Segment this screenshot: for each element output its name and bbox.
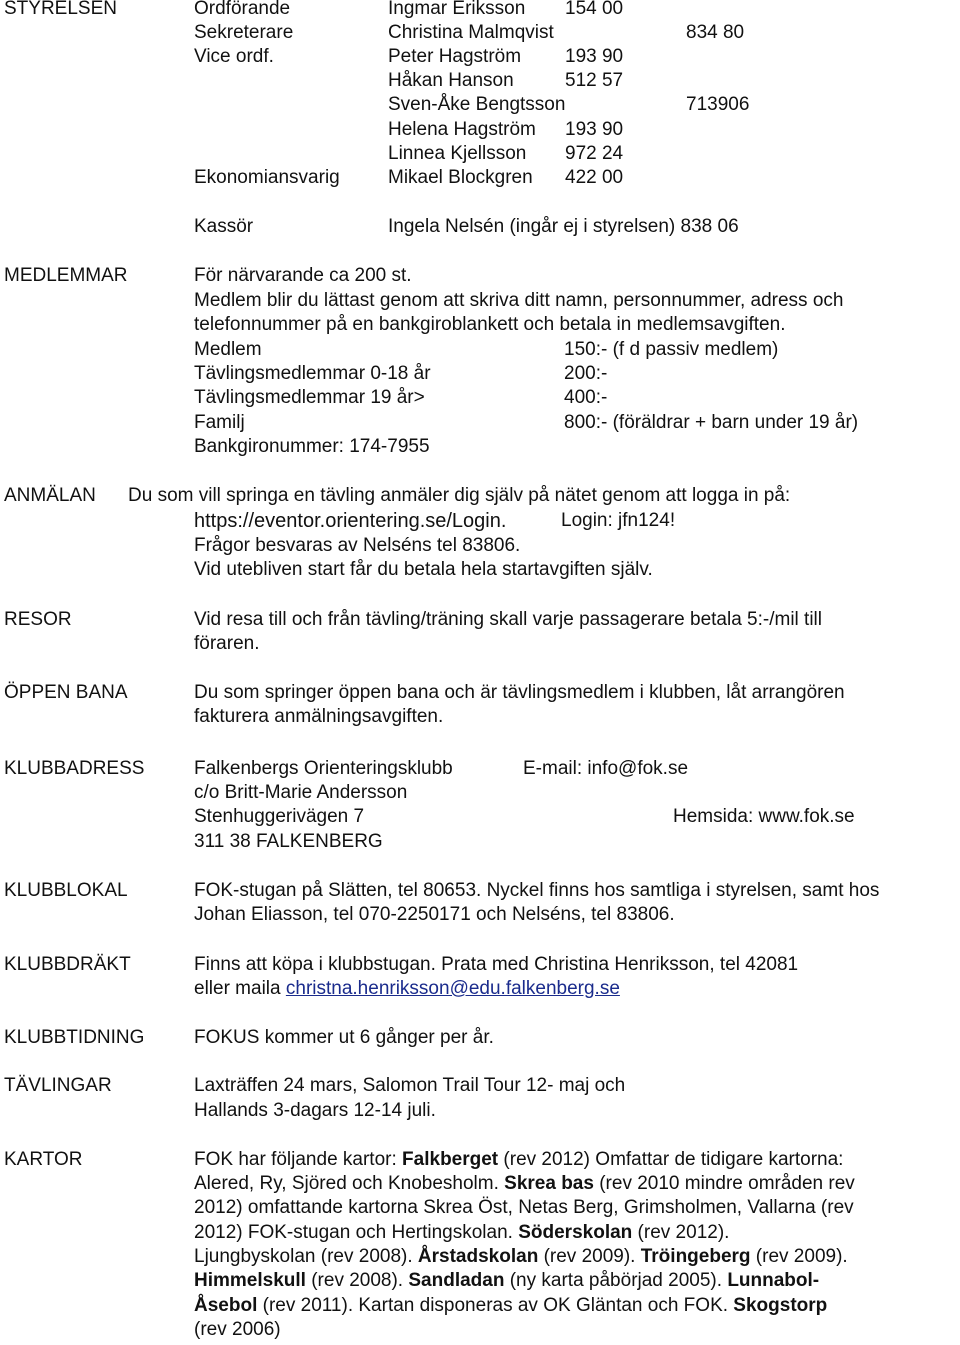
kartor-text: (rev 2009). bbox=[750, 1246, 848, 1267]
member-phone: 512 57 bbox=[565, 70, 624, 91]
kartor-text: 2012) omfattande kartorna Skrea Öst, Netas Berg, Grimsholmen, Vallarna (rev bbox=[194, 1197, 854, 1218]
role-sekreterare: Sekreterare bbox=[194, 22, 294, 43]
eventor-login: Login: jfn124! bbox=[561, 510, 676, 531]
bankgiro-number: Bankgironummer: 174-7955 bbox=[194, 436, 430, 457]
kartor-text: (rev 2012) Omfattar de tidigare kartorna: bbox=[498, 1149, 844, 1170]
anmalan-line: Du som vill springa en tävling anmäler dig själv på nätet genom att logga in på: bbox=[128, 485, 791, 506]
club-street: Stenhuggerivägen 7 bbox=[194, 806, 365, 827]
kartor-text: (rev 2010 mindre områden rev bbox=[593, 1173, 855, 1194]
map-name: Skogstorp bbox=[733, 1295, 828, 1316]
map-name: Årstadskolan bbox=[417, 1246, 539, 1267]
kartor-text: (rev 2008). bbox=[305, 1270, 409, 1291]
kartor-line bbox=[194, 1172, 855, 1196]
kartor-text: Alered, Ry, Sjöred och Knobesholm. bbox=[194, 1173, 505, 1194]
kartor-line bbox=[194, 1269, 819, 1293]
role-kassor: Kassör bbox=[194, 216, 254, 237]
member-phone: 972 24 bbox=[565, 143, 624, 164]
fee-label: Tävlingsmedlemmar 19 år> bbox=[194, 387, 425, 408]
kartor-text: (rev 2006) bbox=[194, 1319, 281, 1340]
tavlingar-line: Hallands 3-dagars 12-14 juli. bbox=[194, 1100, 436, 1121]
section-heading-anmalan: ANMÄLAN bbox=[4, 485, 96, 506]
map-name: Himmelskull bbox=[194, 1270, 306, 1291]
kartor-line bbox=[194, 1294, 827, 1318]
name-sekreterare: Christina Malmqvist bbox=[388, 22, 554, 43]
member-name: Linnea Kjellsson bbox=[388, 143, 527, 164]
eventor-url: https://eventor.orientering.se/Login. bbox=[194, 510, 507, 532]
map-name: Falkberget bbox=[402, 1149, 499, 1170]
kartor-line bbox=[194, 1221, 729, 1245]
kartor-text: FOK har följande kartor: bbox=[194, 1149, 403, 1170]
name-ordforande: Ingmar Eriksson bbox=[388, 0, 526, 19]
oppen-bana-line: Du som springer öppen bana och är tävlingsmedlem i klubben, låt arrangören bbox=[194, 682, 845, 703]
role-ekonomi: Ekonomiansvarig bbox=[194, 167, 340, 188]
role-ordforande: Ordförande bbox=[194, 0, 291, 19]
map-name: Sandladan bbox=[408, 1270, 505, 1291]
role-vice: Vice ordf. bbox=[194, 46, 274, 67]
name-ekonomi: Mikael Blockgren bbox=[388, 167, 533, 188]
section-heading-resor: RESOR bbox=[4, 609, 72, 630]
map-name: Skrea bas bbox=[504, 1173, 594, 1194]
map-name: Tröingeberg bbox=[640, 1246, 751, 1267]
phone-ordforande: 154 00 bbox=[565, 0, 624, 19]
section-heading-oppen-bana: ÖPPEN BANA bbox=[4, 682, 128, 703]
fee-label: Familj bbox=[194, 412, 245, 433]
map-name: Lunnabol- bbox=[727, 1270, 820, 1291]
fee-value: 150:- (f d passiv medlem) bbox=[564, 339, 779, 360]
kartor-line bbox=[194, 1196, 854, 1220]
kartor-text: (rev 2009). bbox=[538, 1246, 641, 1267]
klubblokal-line: Johan Eliasson, tel 070-2250171 och Nelséns, tel 83806. bbox=[194, 904, 675, 925]
map-name: Åsebol bbox=[194, 1295, 258, 1316]
fee-value: 200:- bbox=[564, 363, 608, 384]
member-name: Helena Hagström bbox=[388, 119, 536, 140]
kartor-text: 2012) FOK-stugan och Hertingskolan. bbox=[194, 1222, 519, 1243]
anmalan-line: Frågor besvaras av Nelséns tel 83806. bbox=[194, 535, 521, 556]
klubbdrakt-line bbox=[194, 977, 620, 1001]
section-heading-medlemmar: MEDLEMMAR bbox=[4, 265, 128, 286]
club-website: Hemsida: www.fok.se bbox=[673, 806, 855, 827]
medlemmar-line: För närvarande ca 200 st. bbox=[194, 265, 412, 286]
section-heading-klubbadress: KLUBBADRESS bbox=[4, 758, 145, 779]
anmalan-line: Vid utebliven start får du betala hela startavgiften själv. bbox=[194, 559, 653, 580]
medlemmar-line: Medlem blir du lättast genom att skriva ditt namn, personnummer, adress och bbox=[194, 290, 844, 311]
fee-value: 400:- bbox=[564, 387, 608, 408]
member-phone: 713906 bbox=[686, 94, 750, 115]
section-heading-styrelsen: STYRELSEN bbox=[4, 0, 117, 19]
member-name: Sven-Åke Bengtsson bbox=[388, 94, 566, 115]
phone-ekonomi: 422 00 bbox=[565, 167, 624, 188]
section-heading-klubbdrakt: KLUBBDRÄKT bbox=[4, 954, 131, 975]
fee-label: Tävlingsmedlemmar 0-18 år bbox=[194, 363, 431, 384]
klubblokal-line: FOK-stugan på Slätten, tel 80653. Nyckel finns hos samtliga i styrelsen, samt hos bbox=[194, 880, 880, 901]
name-vice: Peter Hagström bbox=[388, 46, 522, 67]
phone-vice: 193 90 bbox=[565, 46, 624, 67]
member-name: Håkan Hanson bbox=[388, 70, 514, 91]
klubbdrakt-email-link[interactable]: christna.henriksson@edu.falkenberg.se bbox=[285, 978, 620, 999]
section-heading-klubblokal: KLUBBLOKAL bbox=[4, 880, 128, 901]
fee-value: 800:- (föräldrar + barn under 19 år) bbox=[564, 412, 859, 433]
club-co: c/o Britt-Marie Andersson bbox=[194, 782, 408, 803]
kartor-text: Ljungbyskolan (rev 2008). bbox=[194, 1246, 418, 1267]
phone-sekreterare: 834 80 bbox=[686, 22, 745, 43]
text-kassor: Ingela Nelsén (ingår ej i styrelsen) 838 06 bbox=[388, 216, 739, 237]
section-heading-kartor: KARTOR bbox=[4, 1149, 83, 1170]
kartor-line bbox=[194, 1318, 281, 1342]
section-heading-tavlingar: TÄVLINGAR bbox=[4, 1075, 112, 1096]
oppen-bana-line: fakturera anmälningsavgiften. bbox=[194, 706, 444, 727]
club-name: Falkenbergs Orienteringsklubb bbox=[194, 758, 453, 779]
resor-line: Vid resa till och från tävling/träning skall varje passagerare betala 5:-/mil till bbox=[194, 609, 823, 630]
klubbdrakt-line: Finns att köpa i klubbstugan. Prata med Christina Henriksson, tel 42081 bbox=[194, 954, 799, 975]
section-heading-klubbtidning: KLUBBTIDNING bbox=[4, 1027, 145, 1048]
kartor-text: (ny karta påbörjad 2005). bbox=[504, 1270, 728, 1291]
klubbtidning-line: FOKUS kommer ut 6 gånger per år. bbox=[194, 1027, 494, 1048]
member-phone: 193 90 bbox=[565, 119, 624, 140]
klubbdrakt-prefix: eller maila bbox=[194, 978, 286, 999]
club-email: E-mail: info@fok.se bbox=[523, 758, 689, 779]
resor-line: föraren. bbox=[194, 633, 260, 654]
kartor-text: (rev 2012). bbox=[632, 1222, 730, 1243]
kartor-text: (rev 2011). Kartan disponeras av OK Gläntan och FOK. bbox=[257, 1295, 734, 1316]
kartor-line bbox=[194, 1148, 843, 1172]
tavlingar-line: Laxträffen 24 mars, Salomon Trail Tour 12- maj och bbox=[194, 1075, 626, 1096]
kartor-line bbox=[194, 1245, 848, 1269]
club-city: 311 38 FALKENBERG bbox=[194, 831, 383, 852]
map-name: Söderskolan bbox=[518, 1222, 633, 1243]
medlemmar-line: telefonnummer på en bankgiroblankett och betala in medlemsavgiften. bbox=[194, 314, 786, 335]
fee-label: Medlem bbox=[194, 339, 262, 360]
